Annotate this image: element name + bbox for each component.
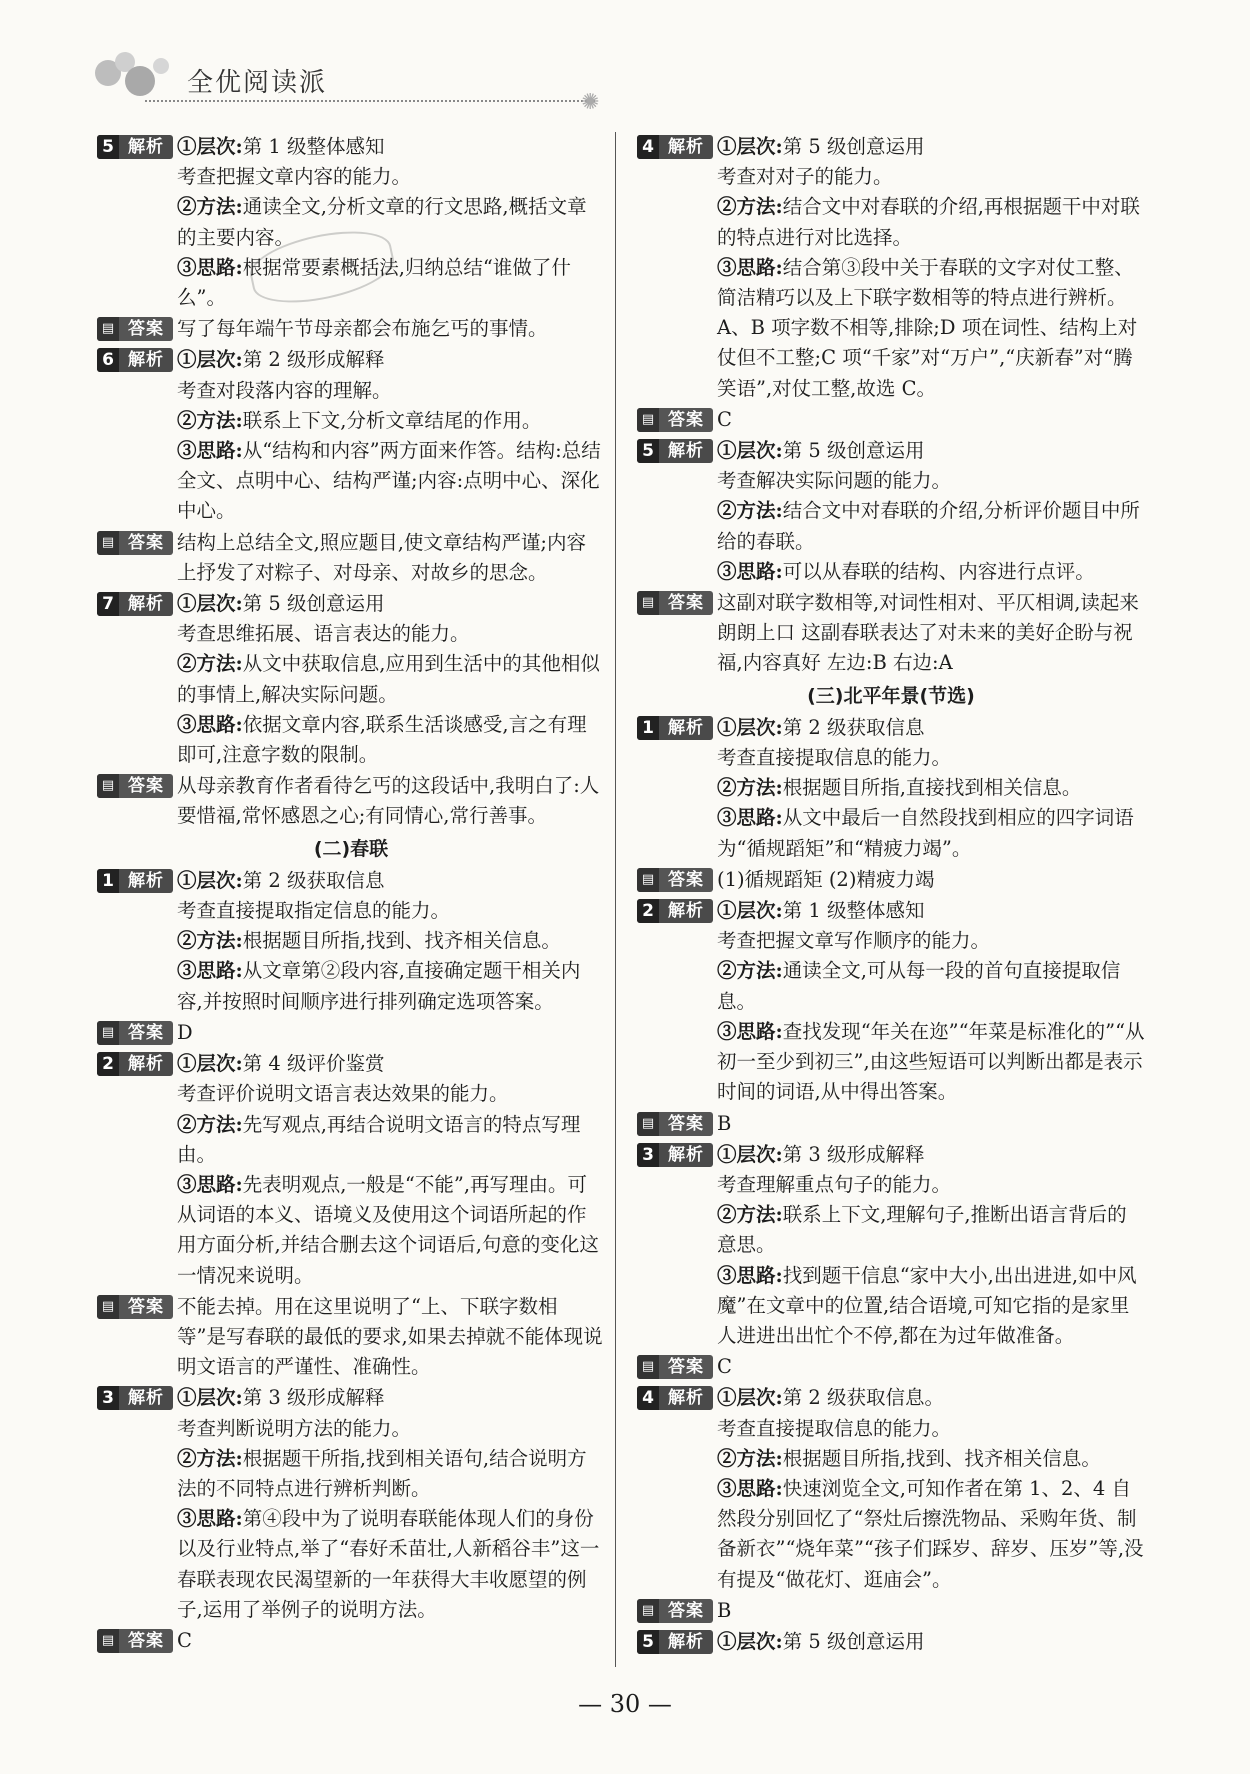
analysis-body bbox=[177, 132, 605, 313]
line-text: 从文章第②段内容,直接确定题干相关内容,并按照时间顺序进行排列确定选项答案。 bbox=[177, 959, 581, 1013]
badge-number: 2 bbox=[97, 1052, 119, 1076]
answer-text: C bbox=[717, 1355, 732, 1379]
analysis-item bbox=[97, 132, 605, 313]
badge-number: 3 bbox=[97, 1386, 119, 1410]
analysis-item bbox=[637, 713, 1145, 864]
analysis-badge bbox=[97, 135, 173, 159]
answer-text: 结构上总结全文,照应题目,使文章结构严谨;内容上抒发了对粽子、对母亲、对故乡的思念。 bbox=[177, 530, 586, 584]
line-key: ①层次: bbox=[177, 135, 243, 158]
badge-label: 解析 bbox=[668, 1631, 704, 1652]
analysis-line bbox=[717, 926, 1145, 956]
answer-icon: ▤ bbox=[97, 317, 119, 341]
line-key: ①层次: bbox=[177, 1052, 243, 1076]
line-key: ①层次: bbox=[717, 899, 783, 923]
analysis-line bbox=[717, 1383, 1145, 1413]
answer-badge bbox=[637, 868, 713, 892]
badge-label: 答案 bbox=[668, 1600, 704, 1621]
line-key: ①层次: bbox=[177, 868, 243, 892]
line-text: 通读全文,可从每一段的首句直接提取信息。 bbox=[717, 959, 1121, 1013]
analysis-line bbox=[177, 866, 605, 896]
badge-number: 5 bbox=[637, 1630, 659, 1654]
line-key: ①层次: bbox=[717, 1142, 783, 1166]
answer-text: 这副对联字数相等,对词性相对、平仄相调,读起来朗朗上口 这副春联表达了对未来的美好企盼与祝福,内容真好 左边:B 右边:A bbox=[717, 591, 1139, 675]
line-key: ①层次: bbox=[177, 1386, 243, 1410]
badge-number: 4 bbox=[637, 1386, 659, 1410]
analysis-line bbox=[177, 589, 605, 619]
brand-title: 全优阅读派 bbox=[187, 68, 328, 98]
analysis-body bbox=[177, 589, 605, 770]
analysis-body bbox=[177, 866, 605, 1017]
line-text: 可以从春联的结构、内容进行点评。 bbox=[782, 559, 1095, 583]
line-text: 考查理解重点句子的能力。 bbox=[717, 1172, 952, 1196]
answer-icon: ▤ bbox=[637, 1112, 659, 1136]
analysis-line bbox=[177, 406, 605, 436]
line-text: 先写观点,再结合说明文语言的特点写理由。 bbox=[177, 1112, 581, 1166]
line-text: 第 4 级评价鉴赏 bbox=[242, 1052, 385, 1076]
line-text: 根据题目所指,找到、找齐相关信息。 bbox=[782, 1446, 1101, 1470]
line-key: ②方法: bbox=[717, 1446, 783, 1470]
answer-icon: ▤ bbox=[637, 408, 659, 432]
flower-icon: ✺ bbox=[581, 90, 600, 115]
answer-text: D bbox=[177, 1020, 193, 1044]
column-divider bbox=[615, 132, 616, 1667]
badge-label: 解析 bbox=[668, 1388, 704, 1409]
analysis-item bbox=[97, 589, 605, 770]
badge-label: 答案 bbox=[668, 409, 704, 430]
line-text: 第 5 级创意运用 bbox=[782, 1629, 925, 1653]
badge-label: 答案 bbox=[668, 1113, 704, 1134]
analysis-line bbox=[717, 496, 1145, 556]
answer-badge bbox=[637, 1599, 713, 1623]
line-key: ③思路: bbox=[717, 1019, 783, 1043]
analysis-line bbox=[177, 710, 605, 770]
answer-badge bbox=[97, 1629, 173, 1653]
analysis-badge bbox=[637, 1630, 713, 1654]
analysis-line bbox=[177, 649, 605, 709]
section-title: (三)北平年景(节选) bbox=[807, 684, 975, 707]
analysis-badge bbox=[97, 592, 173, 616]
badge-label: 答案 bbox=[128, 1630, 164, 1651]
badge-label: 答案 bbox=[128, 319, 164, 340]
analysis-body bbox=[717, 1140, 1145, 1351]
line-text: 第 2 级获取信息。 bbox=[782, 1386, 945, 1410]
analysis-line bbox=[177, 1079, 605, 1109]
left-column bbox=[97, 132, 605, 1657]
line-key: ①层次: bbox=[717, 1629, 783, 1653]
answer-item bbox=[97, 1018, 605, 1048]
answer-badge bbox=[637, 1112, 713, 1136]
analysis-line bbox=[177, 1170, 605, 1291]
line-text: 考查直接提取信息的能力。 bbox=[717, 1416, 952, 1440]
badge-number: 1 bbox=[637, 716, 659, 740]
section-title: (二)春联 bbox=[313, 837, 389, 860]
line-key: ①层次: bbox=[177, 592, 243, 616]
analysis-line bbox=[177, 926, 605, 956]
answer-item bbox=[637, 865, 1145, 895]
line-text: 第 2 级形成解释 bbox=[242, 348, 385, 372]
badge-label: 答案 bbox=[128, 1296, 164, 1317]
line-text: 第 1 级整体感知 bbox=[782, 899, 925, 923]
line-text: 考查思维拓展、语言表达的能力。 bbox=[177, 622, 470, 646]
line-text: 考查对段落内容的理解。 bbox=[177, 378, 392, 402]
line-key: ③思路: bbox=[717, 255, 783, 279]
answer-item bbox=[97, 771, 605, 831]
answer-item bbox=[637, 1352, 1145, 1382]
analysis-line bbox=[717, 773, 1145, 803]
analysis-line bbox=[717, 253, 1145, 404]
analysis-line bbox=[177, 192, 605, 252]
analysis-item bbox=[637, 896, 1145, 1107]
analysis-line bbox=[177, 345, 605, 375]
line-text: 联系上下文,分析文章结尾的作用。 bbox=[242, 408, 542, 432]
answer-icon: ▤ bbox=[97, 531, 119, 555]
analysis-line bbox=[717, 557, 1145, 587]
analysis-line bbox=[717, 192, 1145, 252]
analysis-item bbox=[637, 1140, 1145, 1351]
line-text: 第 5 级创意运用 bbox=[782, 439, 925, 463]
answer-text: 从母亲教育作者看待乞丐的这段话中,我明白了:人要惜福,常怀感恩之心;有同情心,常行善事。 bbox=[177, 774, 600, 828]
analysis-body bbox=[177, 1049, 605, 1291]
line-key: ①层次: bbox=[717, 439, 783, 463]
answer-item bbox=[97, 528, 605, 588]
line-text: 根据题目所指,找到、找齐相关信息。 bbox=[242, 929, 561, 953]
badge-label: 解析 bbox=[668, 717, 704, 738]
badge-label: 解析 bbox=[668, 137, 704, 157]
line-text: 第 1 级整体感知 bbox=[242, 135, 385, 158]
line-text: 从“结构和内容”两方面来作答。结构:总结全文、点明中心、结构严谨;内容:点明中心、深化中心。 bbox=[177, 439, 601, 523]
badge-label: 解析 bbox=[668, 1144, 704, 1165]
line-text: 查找发现“年关在迩”“年菜是标准化的”“从初一至少到初三”,由这些短语可以判断出都是表示时间的词语,从中得出答案。 bbox=[717, 1019, 1145, 1104]
answer-text: C bbox=[177, 1628, 192, 1652]
line-text: 联系上下文,理解句子,推断出语言背后的意思。 bbox=[717, 1203, 1127, 1257]
analysis-body bbox=[177, 345, 605, 526]
badge-label: 解析 bbox=[668, 441, 704, 462]
badge-label: 答案 bbox=[128, 1022, 164, 1043]
line-text: 考查直接提取信息的能力。 bbox=[717, 746, 952, 770]
analysis-badge bbox=[97, 1386, 173, 1410]
line-text: 考查判断说明方法的能力。 bbox=[177, 1416, 412, 1440]
analysis-item bbox=[97, 1049, 605, 1291]
answer-item bbox=[97, 1292, 605, 1383]
analysis-body bbox=[717, 896, 1145, 1107]
answer-icon: ▤ bbox=[637, 1599, 659, 1623]
answer-text: C bbox=[717, 407, 732, 431]
analysis-line bbox=[177, 132, 605, 162]
badge-number: 3 bbox=[637, 1143, 659, 1167]
badge-label: 解析 bbox=[128, 1388, 164, 1409]
line-key: ③思路: bbox=[717, 1476, 783, 1500]
line-text: 第④段中为了说明春联能体现人们的身份以及行业特点,举了“春好禾苗壮,人新稻谷丰”这一春联表现农民渴望新的一年获得大丰收愿望的例子,运用了举例子的说明方法。 bbox=[177, 1507, 600, 1621]
badge-number: 6 bbox=[97, 348, 119, 372]
analysis-badge bbox=[637, 1143, 713, 1167]
badge-number: 5 bbox=[637, 439, 659, 463]
answer-text: 写了每年端午节母亲都会布施乞丐的事情。 bbox=[177, 317, 548, 341]
answer-badge bbox=[637, 1355, 713, 1379]
badge-label: 解析 bbox=[128, 594, 164, 615]
line-key: ②方法: bbox=[177, 929, 243, 953]
analysis-line bbox=[717, 1017, 1145, 1108]
line-key: ③思路: bbox=[717, 806, 783, 830]
line-key: ①层次: bbox=[717, 1386, 783, 1410]
analysis-line bbox=[177, 1049, 605, 1079]
line-key: ③思路: bbox=[177, 255, 243, 279]
answer-item bbox=[97, 314, 605, 344]
answer-item bbox=[637, 588, 1145, 679]
answer-icon: ▤ bbox=[637, 591, 659, 615]
line-key: ③思路: bbox=[177, 1507, 243, 1531]
line-text: 考查把握文章内容的能力。 bbox=[177, 165, 412, 189]
badge-label: 解析 bbox=[128, 350, 164, 371]
analysis-line bbox=[177, 896, 605, 926]
analysis-body bbox=[717, 713, 1145, 864]
analysis-item bbox=[637, 1627, 1145, 1657]
line-text: 从文中最后一自然段找到相应的四字词语为“循规蹈矩”和“精疲力竭”。 bbox=[717, 806, 1134, 860]
analysis-line bbox=[177, 376, 605, 406]
line-key: ②方法: bbox=[177, 1446, 243, 1470]
page-header bbox=[95, 52, 615, 122]
line-key: ②方法: bbox=[717, 499, 783, 523]
analysis-body bbox=[177, 1383, 605, 1625]
answer-item bbox=[637, 405, 1145, 435]
header-dotted-rule bbox=[145, 100, 595, 102]
analysis-badge bbox=[637, 899, 713, 923]
analysis-line bbox=[177, 1110, 605, 1170]
line-text: 第 3 级形成解释 bbox=[782, 1142, 925, 1166]
analysis-line bbox=[177, 253, 605, 313]
line-text: 第 5 级创意运用 bbox=[242, 592, 385, 616]
line-text: 从文中获取信息,应用到生活中的其他相似的事情上,解决实际问题。 bbox=[177, 652, 600, 706]
bubbles-decoration bbox=[95, 52, 175, 112]
line-text: 考查直接提取指定信息的能力。 bbox=[177, 899, 451, 923]
line-text: 找到题干信息“家中大小,出出进进,如中风魔”在文章中的位置,结合语境,可知它指的是家里人进进出出忙个不停,都在为过年做准备。 bbox=[717, 1263, 1137, 1347]
analysis-line bbox=[717, 162, 1145, 192]
analysis-line bbox=[177, 1414, 605, 1444]
answer-icon: ▤ bbox=[97, 1629, 119, 1653]
analysis-line bbox=[177, 436, 605, 527]
line-text: 依据文章内容,联系生活谈感受,言之有理即可,注意字数的限制。 bbox=[177, 712, 587, 767]
line-text: 先表明观点,一般是“不能”,再写理由。可从词语的本义、语境义及使用这个词语所起的作用方面分析,并结合删去这个词语后,句意的变化这一情况来说明。 bbox=[177, 1172, 599, 1287]
badge-label: 解析 bbox=[128, 137, 164, 157]
line-key: ②方法: bbox=[177, 652, 243, 676]
analysis-badge bbox=[97, 869, 173, 893]
analysis-item bbox=[637, 436, 1145, 587]
answer-badge bbox=[97, 531, 173, 555]
badge-label: 解析 bbox=[128, 870, 164, 891]
analysis-badge bbox=[637, 1386, 713, 1410]
analysis-badge bbox=[637, 135, 713, 159]
analysis-badge bbox=[97, 1052, 173, 1076]
line-text: 根据题干所指,找到相关语句,结合说明方法的不同特点进行辨析判断。 bbox=[177, 1446, 587, 1500]
analysis-body bbox=[717, 1383, 1145, 1594]
line-key: ③思路: bbox=[717, 559, 783, 583]
line-key: ②方法: bbox=[717, 1203, 783, 1227]
analysis-line bbox=[717, 896, 1145, 926]
analysis-line bbox=[177, 1444, 605, 1504]
analysis-line bbox=[717, 436, 1145, 466]
answer-item bbox=[637, 1596, 1145, 1626]
answer-badge bbox=[97, 317, 173, 341]
answer-icon: ▤ bbox=[97, 1021, 119, 1045]
analysis-badge bbox=[637, 716, 713, 740]
line-key: ②方法: bbox=[177, 195, 243, 219]
line-key: ①层次: bbox=[177, 348, 243, 372]
line-key: ②方法: bbox=[717, 959, 783, 983]
analysis-line bbox=[717, 803, 1145, 863]
badge-number: 4 bbox=[637, 135, 659, 159]
badge-number: 1 bbox=[97, 869, 119, 893]
analysis-item bbox=[97, 866, 605, 1017]
analysis-line bbox=[717, 1444, 1145, 1474]
analysis-line bbox=[717, 1140, 1145, 1170]
analysis-line bbox=[177, 619, 605, 649]
analysis-item bbox=[637, 1383, 1145, 1594]
badge-label: 答案 bbox=[668, 593, 704, 614]
analysis-item bbox=[97, 345, 605, 526]
analysis-line bbox=[717, 1414, 1145, 1444]
line-key: ③思路: bbox=[177, 959, 243, 983]
line-key: ③思路: bbox=[177, 439, 243, 463]
line-key: ①层次: bbox=[717, 135, 783, 158]
analysis-line bbox=[717, 1200, 1145, 1260]
line-text: 通读全文,分析文章的行文思路,概括文章的主要内容。 bbox=[177, 195, 587, 249]
analysis-item bbox=[637, 132, 1145, 404]
analysis-body bbox=[717, 132, 1145, 404]
answer-item bbox=[97, 1626, 605, 1656]
line-text: 快速浏览全文,可知作者在第 1、2、4 自然段分别回忆了“祭灶后擦洗物品、采购年货、制备新衣”“烧年菜”“孩子们踩岁、辞岁、压岁”等,没有提及“做花灯、逛庙会”。 bbox=[717, 1476, 1144, 1591]
analysis-line bbox=[717, 1170, 1145, 1200]
badge-number: 5 bbox=[97, 135, 119, 159]
right-column bbox=[637, 132, 1145, 1658]
answer-text: B bbox=[717, 1598, 732, 1622]
analysis-body bbox=[717, 436, 1145, 587]
line-key: ③思路: bbox=[717, 1263, 783, 1287]
line-text: 根据常要素概括法,归纳总结“谁做了什么”。 bbox=[177, 255, 571, 310]
analysis-line bbox=[177, 1504, 605, 1625]
analysis-badge bbox=[97, 348, 173, 372]
line-text: 结合第③段中关于春联的文字对仗工整、简洁精巧以及上下联字数相等的特点进行辨析。A、B 项字数不相等,排除;D 项在词性、结构上对仗但不工整;C 项“千家”对“万户”,“庆新春”对“腾笑语”,对仗工整,故选 C。 bbox=[717, 255, 1138, 400]
answer-icon: ▤ bbox=[97, 1295, 119, 1319]
answer-badge bbox=[97, 774, 173, 798]
page-number: — 30 — bbox=[578, 1690, 672, 1718]
line-text: 考查对对子的能力。 bbox=[717, 165, 893, 189]
badge-number: 7 bbox=[97, 592, 119, 616]
analysis-body bbox=[717, 1627, 1145, 1657]
answer-item bbox=[637, 1109, 1145, 1139]
analysis-line bbox=[717, 1261, 1145, 1352]
line-text: 第 2 级获取信息 bbox=[782, 715, 925, 739]
line-text: 第 2 级获取信息 bbox=[242, 868, 385, 892]
analysis-line bbox=[717, 1627, 1145, 1657]
line-text: 考查评价说明文语言表达效果的能力。 bbox=[177, 1082, 509, 1106]
analysis-line bbox=[717, 743, 1145, 773]
answer-badge bbox=[637, 408, 713, 432]
answer-badge bbox=[637, 591, 713, 615]
line-text: 结合文中对春联的介绍,再根据题干中对联的特点进行对比选择。 bbox=[717, 195, 1140, 249]
analysis-line bbox=[717, 1474, 1145, 1595]
answer-badge bbox=[97, 1295, 173, 1319]
answer-text: (1)循规蹈矩 (2)精疲力竭 bbox=[717, 867, 935, 891]
line-key: ②方法: bbox=[177, 408, 243, 432]
line-key: ②方法: bbox=[177, 1112, 243, 1136]
line-key: ②方法: bbox=[717, 776, 783, 800]
badge-label: 答案 bbox=[128, 776, 164, 797]
badge-label: 答案 bbox=[668, 1357, 704, 1378]
line-key: ③思路: bbox=[177, 1172, 243, 1196]
badge-label: 答案 bbox=[668, 869, 704, 890]
badge-label: 解析 bbox=[128, 1054, 164, 1075]
answer-icon: ▤ bbox=[637, 868, 659, 892]
analysis-line bbox=[177, 956, 605, 1016]
analysis-line bbox=[717, 713, 1145, 743]
analysis-badge bbox=[637, 439, 713, 463]
line-text: 第 3 级形成解释 bbox=[242, 1386, 385, 1410]
line-text: 考查把握文章写作顺序的能力。 bbox=[717, 929, 991, 953]
line-text: 第 5 级创意运用 bbox=[782, 135, 925, 158]
answer-icon: ▤ bbox=[97, 774, 119, 798]
badge-label: 答案 bbox=[128, 532, 164, 553]
analysis-line bbox=[177, 162, 605, 192]
line-key: ②方法: bbox=[717, 195, 783, 219]
analysis-line bbox=[717, 132, 1145, 162]
analysis-line bbox=[177, 1383, 605, 1413]
answer-text: B bbox=[717, 1111, 732, 1135]
answer-badge bbox=[97, 1021, 173, 1045]
answer-icon: ▤ bbox=[637, 1355, 659, 1379]
analysis-item bbox=[97, 1383, 605, 1625]
line-key: ①层次: bbox=[717, 715, 783, 739]
badge-number: 2 bbox=[637, 899, 659, 923]
analysis-line bbox=[717, 956, 1145, 1016]
badge-label: 解析 bbox=[668, 901, 704, 922]
answer-text: 不能去掉。用在这里说明了“上、下联字数相等”是写春联的最低的要求,如果去掉就不能体现说明文语言的严谨性、准确性。 bbox=[177, 1294, 603, 1379]
line-text: 考查解决实际问题的能力。 bbox=[717, 469, 952, 493]
line-text: 结合文中对春联的介绍,分析评价题目中所给的春联。 bbox=[717, 499, 1140, 553]
analysis-line bbox=[717, 466, 1145, 496]
line-text: 根据题目所指,直接找到相关信息。 bbox=[782, 776, 1082, 800]
line-key: ③思路: bbox=[177, 712, 243, 736]
